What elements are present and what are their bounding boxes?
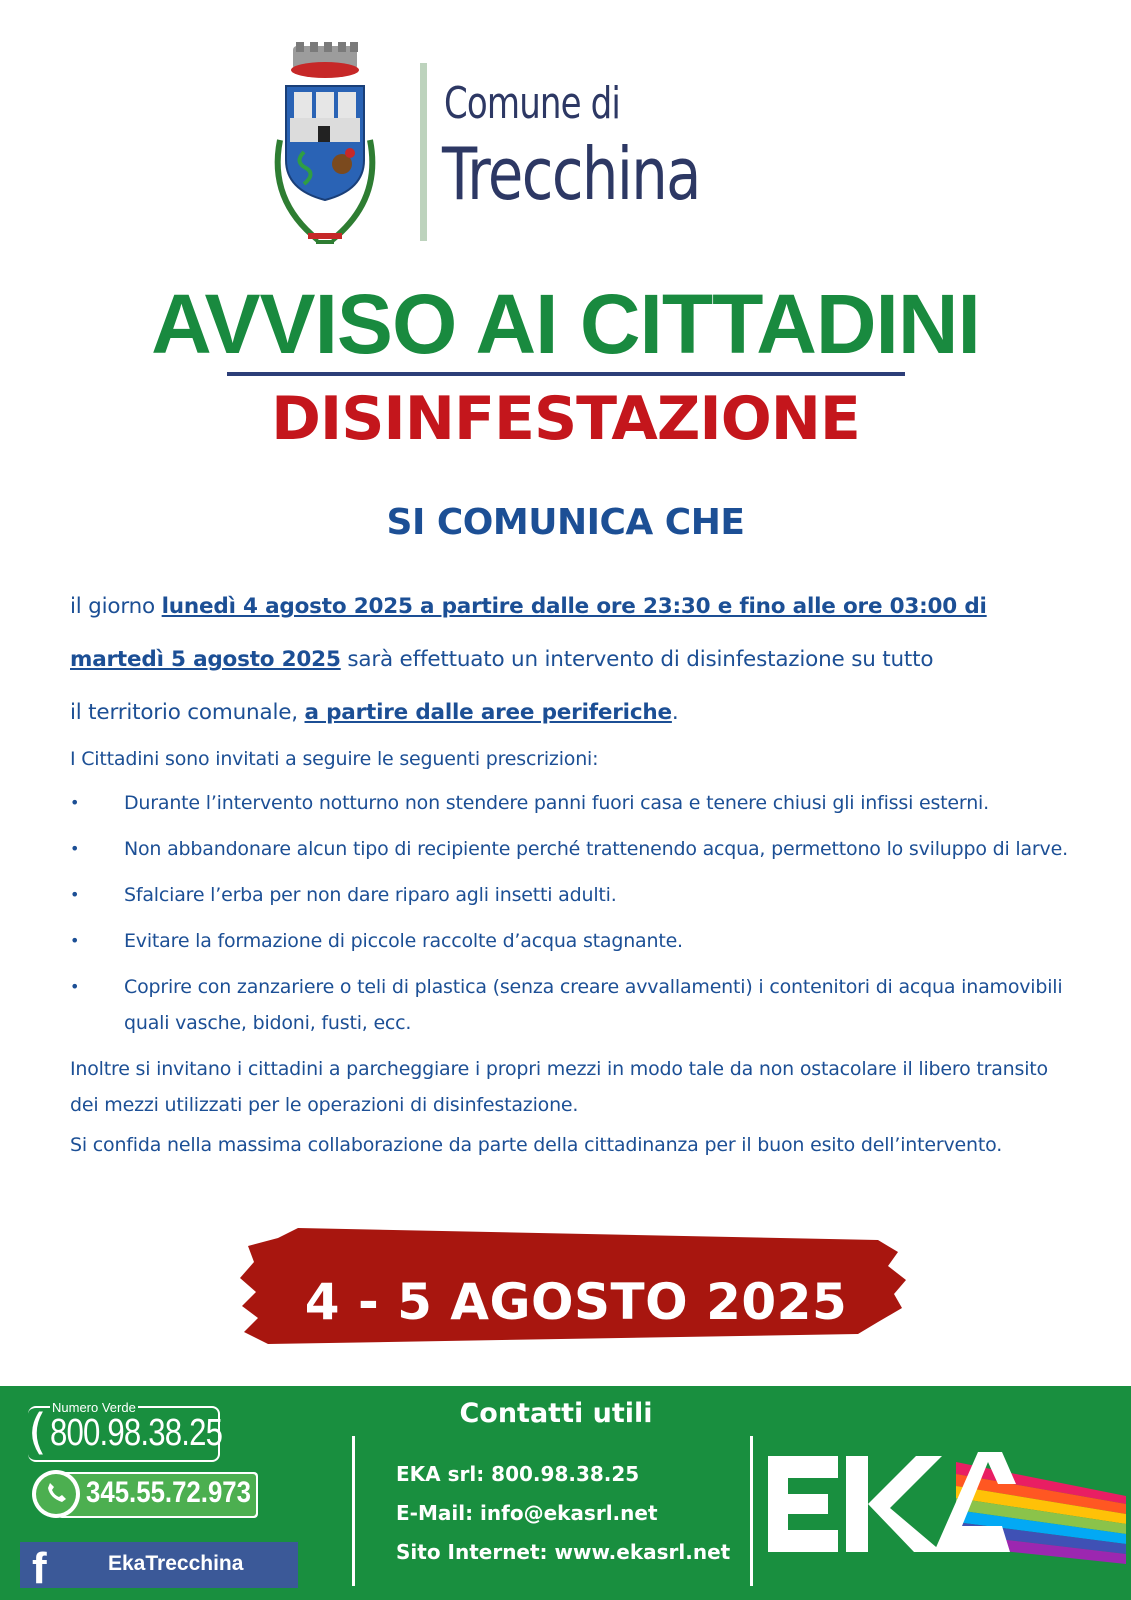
bullet-icon: • [70,793,80,812]
list-item: • Sfalciare l’erba per non dare riparo agli insetti adulti. [70,877,1070,913]
list-item: • Non abbandonare alcun tipo di recipiente perché trattenendo acqua, permettono lo sviluppo di larve. [70,831,1070,867]
header [0,40,1131,270]
contact-phone[interactable]: EKA srl: 800.98.38.25 [396,1462,640,1486]
bullet-icon: • [70,839,80,858]
bullet-icon: • [70,931,80,950]
rules-intro: I Cittadini sono invitati a seguire le seguenti prescrizioni: [70,748,599,770]
bullet-icon: • [70,977,80,996]
numero-verde-number[interactable]: 800.98.38.25 [50,1412,223,1454]
notice-body [70,580,1070,1163]
contacts-title: Contatti utili [459,1398,653,1429]
announcement-line-3: il territorio comunale, a partire dalle aree periferiche. [70,700,679,725]
list-item: • Coprire con zanzariere o teli di plastica (senza creare avvallamenti) i contenitori di acqua inamovibili quali vasche, bidoni, fusti, ecc. [70,969,1070,1041]
list-item: • Durante l’intervento notturno non stendere panni fuori casa e tenere chiusi gli infissi esterni. [70,785,1070,821]
eka-logo [766,1422,1126,1592]
footer-divider [750,1436,753,1586]
facebook-icon: f [32,1544,47,1593]
announcement-area: a partire dalle aree periferiche [304,700,672,725]
subtitle: DISINFESTAZIONE [271,384,860,454]
town-prefix: Comune di [444,78,621,129]
rules-list [70,785,1070,1041]
facebook-page-link[interactable]: EkaTrecchina [108,1552,244,1575]
town-name: Trecchina [442,132,700,216]
closing-paragraph-2: Si confida nella massima collaborazione da parte della cittadinanza per il buon esito dell’intervento. [70,1134,1003,1156]
contact-email[interactable]: E-Mail: info@ekasrl.net [396,1501,658,1525]
closing-paragraph-1: Inoltre si invitano i cittadini a parcheggiare i propri mezzi in modo tale da non ostacolare il libero transito dei mezzi utilizzati per le operazioni di disinfestazione. [70,1058,1048,1116]
numero-verde-label: Numero Verde [52,1400,136,1415]
header-divider [420,63,427,241]
list-item: • Evitare la formazione di piccole raccolte d’acqua stagnante. [70,923,1070,959]
contact-website[interactable]: Sito Internet: www.ekasrl.net [396,1540,731,1564]
coat-of-arms-icon [258,40,408,265]
footer-divider [352,1436,355,1586]
announcement-date-start: lunedì 4 agosto 2025 a partire dalle ore 23:30 e fino alle ore 03:00 di [161,594,987,619]
announcement-line-2: martedì 5 agosto 2025 sarà effettuato un intervento di disinfestazione su tutto [70,647,934,672]
whatsapp-number[interactable]: 345.55.72.973 [86,1476,251,1509]
footer [0,1386,1131,1600]
whatsapp-icon [28,1466,84,1522]
lead-heading: SI COMUNICA CHE [386,502,745,543]
title-underline [227,372,905,376]
announcement-date-end: martedì 5 agosto 2025 [70,647,341,672]
phone-icon: ( [28,1404,47,1460]
bullet-icon: • [70,885,80,904]
announcement-line-1: il giorno lunedì 4 agosto 2025 a partire dalle ore 23:30 e fino alle ore 03:00 di [70,594,987,619]
main-title: AVVISO AI CITTADINI [151,277,980,371]
date-banner-text: 4 - 5 AGOSTO 2025 [304,1273,848,1331]
